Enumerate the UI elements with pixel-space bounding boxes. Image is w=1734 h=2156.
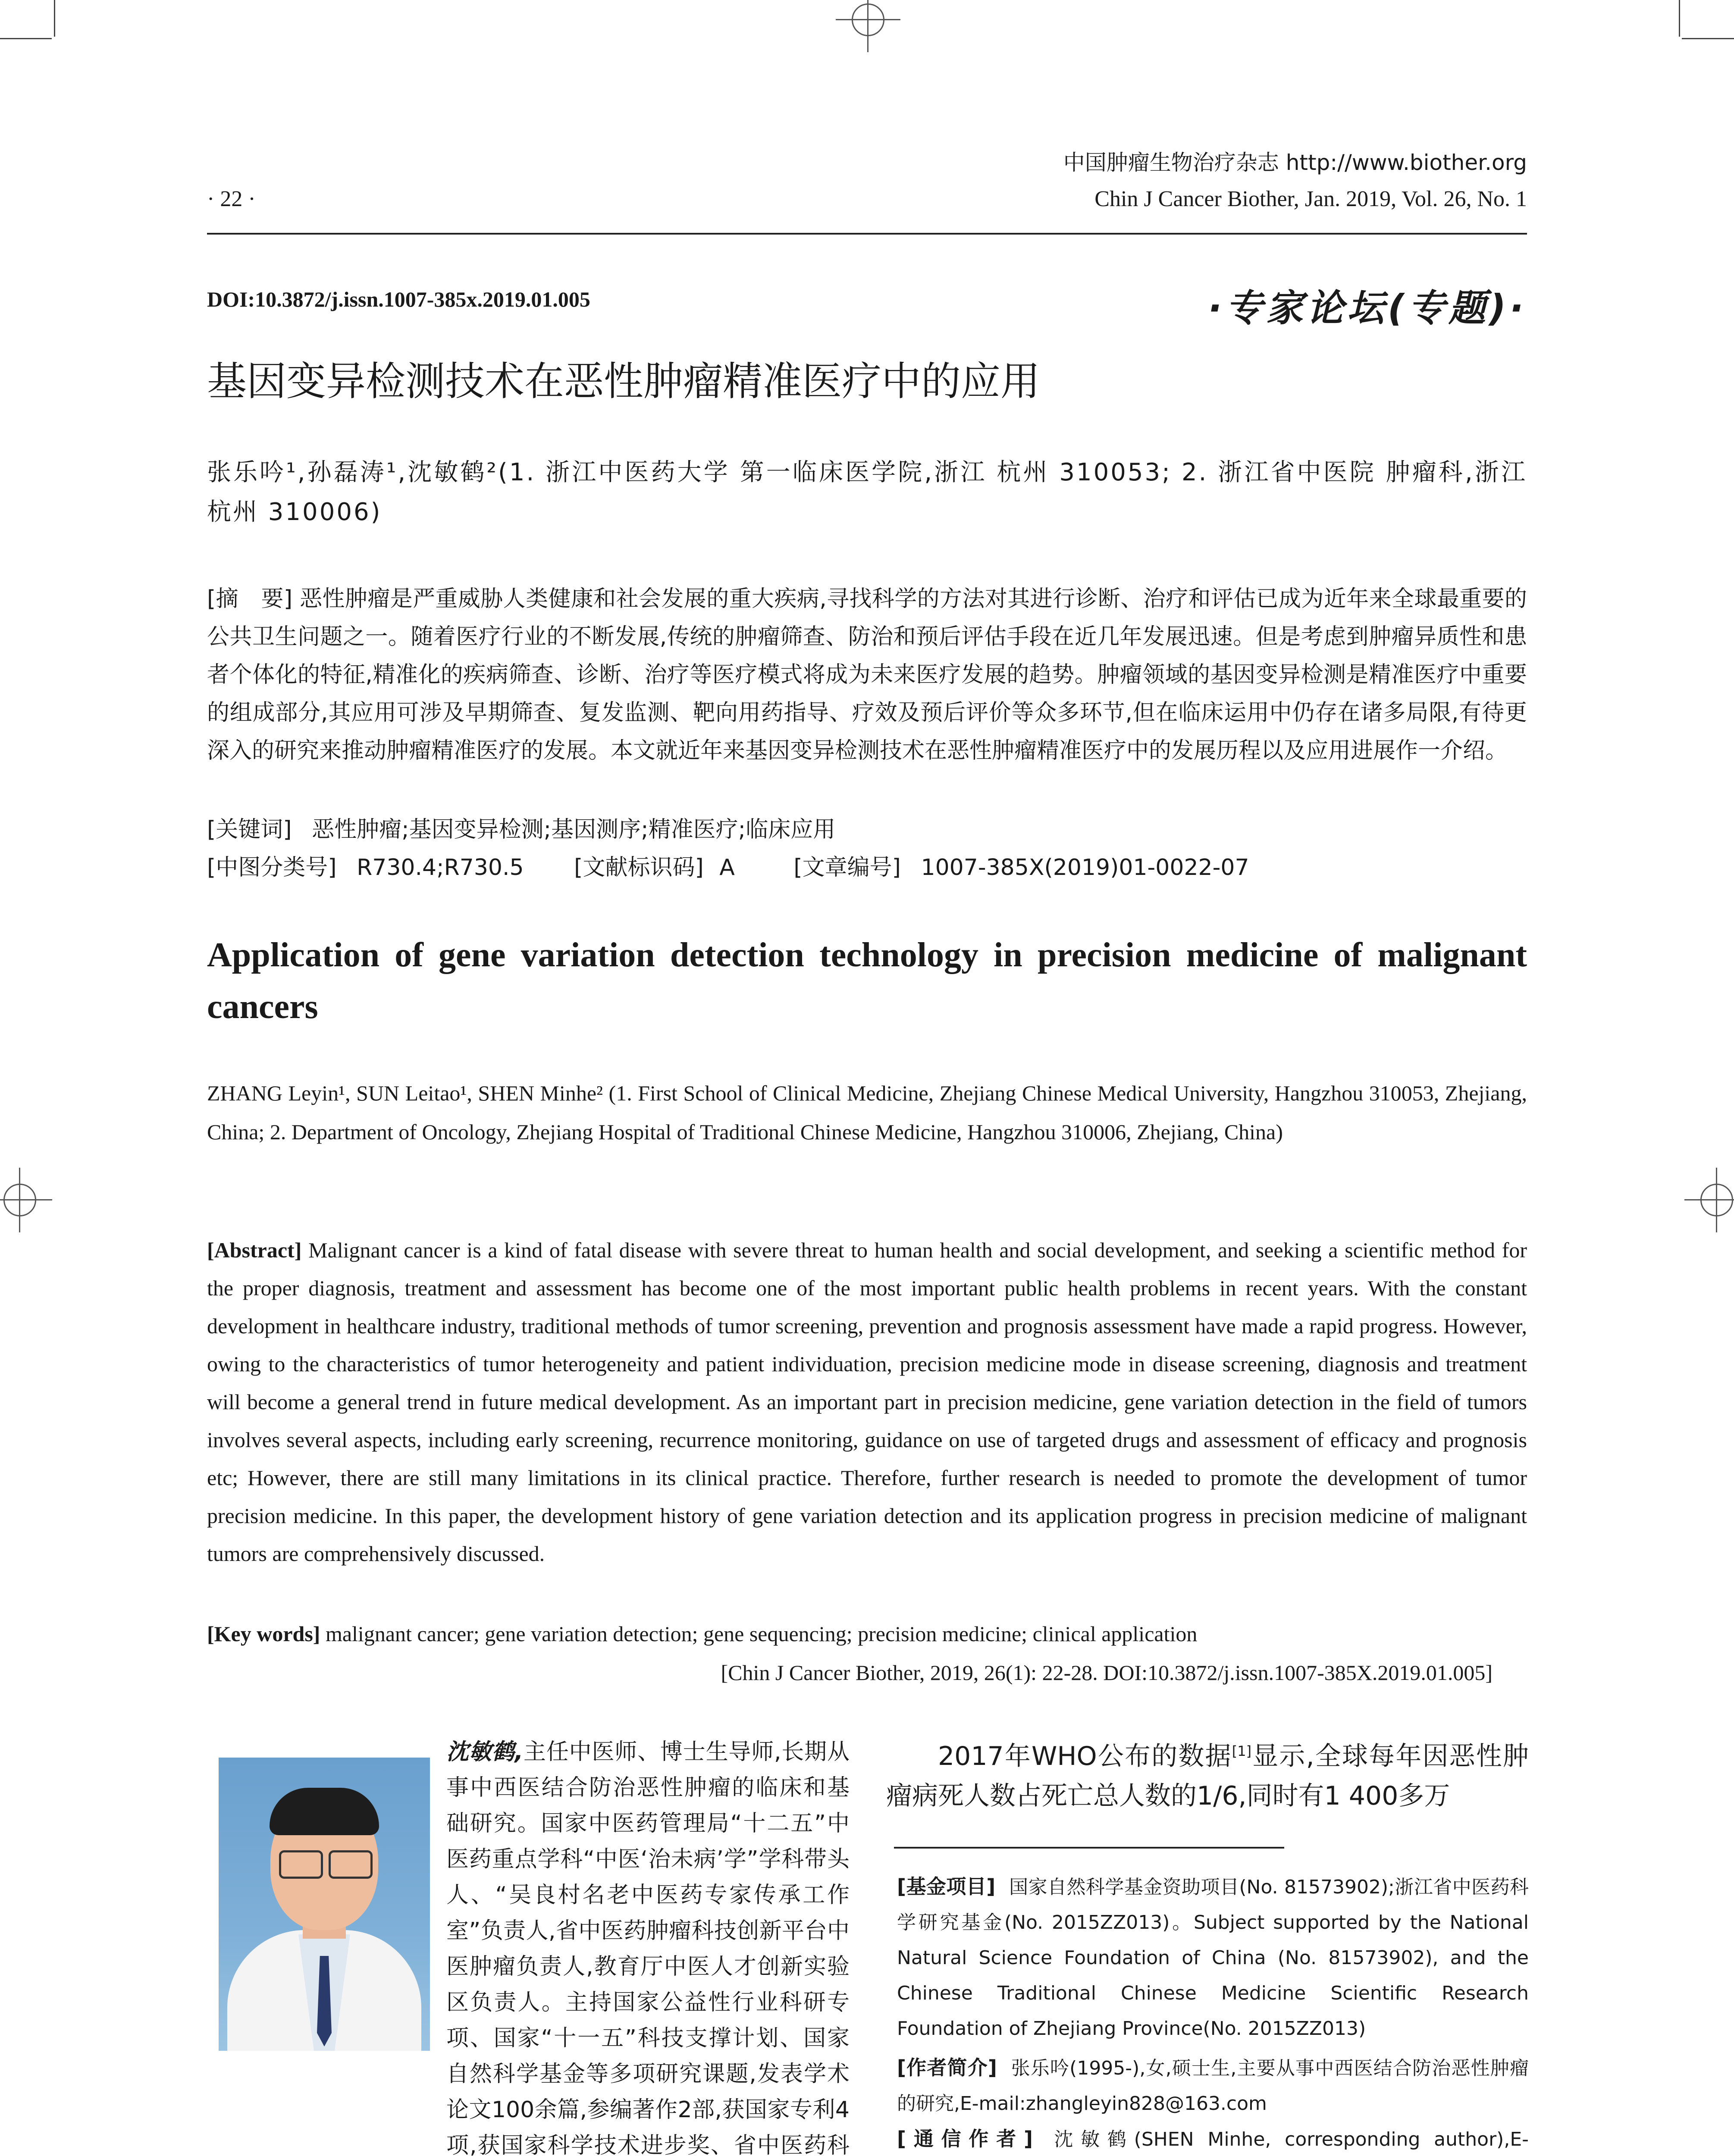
title-en: Application of gene variation detection technology in precision medicine of malignant cancers (207, 936, 1527, 1026)
bio-text: 主任中医师、博士生导师,长期从事中西医结合防治恶性肿瘤的临床和基础研究。国家中医药管理局“十二五”中医药重点学科“中医‘治未病’学”学科带头人、“吴良村名老中医药专家传承工作室”负责人,省中医药肿瘤科技创新平台中医肿瘤负责人,教育厅中医人才创新实验区负责人。主持国家公益性行业科研专项、国家“十一五”科技支撑计划、国家自然科学基金等多项研究课题,发表学术论文100余篇,参编著作2部,获国家专利4项,获国家科学技术进步奖、省中医药科 (446, 1739, 850, 2156)
journal-header-cn: 中国肿瘤生物治疗杂志 http://www.biother.org (1063, 150, 1527, 175)
classification-line (207, 849, 1527, 887)
abstract-cn-text: 恶性肿瘤是严重威胁人类健康和社会发展的重大疾病,寻找科学的方法对其进行诊断、治疗和评估已成为近年来全球最重要的公共卫生问题之一。随着医疗行业的不断发展,传统的肿瘤筛查、防治和预后评估手段在近几年发展迅速。但是考虑到肿瘤异质性和患者个体化的特征,精准化的疾病筛查、诊断、治疗等医疗模式将成为未来医疗发展的趋势。肿瘤领域的基因变异检测是精准医疗中重要的组成部分,其应用可涉及早期筛查、复发监测、靶向用药指导、疗效及预后评价等众多环节,但在临床运用中仍存在诸多局限,有待更深入的研究来推动肿瘤精准医疗的发展。本文就近年来基因变异检测技术在恶性肿瘤精准医疗中的发展历程以及应用进展作一介绍。 (207, 586, 1527, 764)
keywords-en-text: malignant cancer; gene variation detection; gene sequencing; precision medicine; clinical application (325, 1622, 1198, 1646)
journal-header-en: Chin J Cancer Biother, Jan. 2019, Vol. 26, No. 1 (1094, 187, 1527, 211)
doc-code-value: A (719, 855, 735, 881)
correspondence-footnote (897, 2122, 1529, 2156)
title-cn: 基因变异检测技术在恶性肿瘤精准医疗中的应用 (207, 358, 1041, 404)
abstract-cn-label: [摘 要] (207, 586, 293, 612)
author-info-text: 张乐吟(1995-),女,硕士生,主要从事中西医结合防治恶性肿瘤的研究,E-mail:zhangleyin828@163.com (897, 2057, 1529, 2115)
fund-footnote (897, 1869, 1529, 2046)
abstract-en-text: Malignant cancer is a kind of fatal disease with severe threat to human health and social development, and seeking a scientific method for the proper diagnosis, treatment and assessment has become one of the most important public health problems in recent years. With the constant development in healthcare industry, traditional methods of tumor screening, prevention and prognosis assessment have made a rapid progress. However, owing to the characteristics of tumor heterogeneity and patient individuation, precision medicine mode in disease screening, diagnosis and treatment will become a general trend in future medical development. As an important part in precision medicine, gene variation detection in the field of tumors involves several aspects, including early screening, recurrence monitoring, guidance on use of targeted drugs and assessment of efficacy and prognosis etc; However, there are still many limitations in its clinical practice. Therefore, further research is needed to promote the development of tumor precision medicine. In this paper, the development history of gene variation detection and its application progress in precision medicine of malignant tumors are comprehensively discussed. (207, 1238, 1527, 1566)
keywords-cn-text: 恶性肿瘤;基因变异检测;基因测序;精准医疗;临床应用 (312, 817, 836, 843)
keywords-en (207, 1615, 1527, 1653)
author-footnote (897, 2050, 1529, 2121)
page-number: · 22 · (207, 187, 256, 211)
keywords-cn (207, 811, 1527, 849)
authors-cn: 张乐吟¹,孙磊涛¹,沈敏鹤²(1. 浙江中医药大学 第一临床医学院,浙江 杭州 310053; 2. 浙江省中医院 肿瘤科,浙江 杭州 310006) (207, 458, 1527, 526)
crop-mark-top-left-h (0, 38, 52, 39)
author-photo (219, 1758, 430, 2051)
header-rule (207, 233, 1527, 235)
doi: DOI:10.3872/j.issn.1007-385x.2019.01.005 (207, 287, 590, 311)
footnote-rule (894, 1847, 1284, 1849)
intro-paragraph (886, 1731, 1529, 1816)
clc-value: R730.4;R730.5 (357, 855, 524, 881)
correspondence-text: 沈敏鹤(SHEN Minhe, corresponding author),E- (1054, 2128, 1529, 2150)
fund-text: 国家自然科学基金资助项目(No. 81573902);浙江省中医药科学研究基金(No. 2015ZZ013)。Subject supported by the National Natural Science Foundation of China (No. 81573902), and the Chinese Traditional Chinese Medicine Scientific Research Foundation of Zhejiang Province(No. 2015ZZ013) (897, 1876, 1529, 2040)
doc-code-label: [文献标识码] (574, 855, 704, 881)
correspondence-label: [通信作者] (897, 2127, 1033, 2150)
bio-name: 沈敏鹤, (446, 1739, 524, 1765)
intro-reference: [1] (1232, 1743, 1252, 1759)
article-number-label: [文章编号] (793, 855, 901, 881)
abstract-en (207, 1231, 1527, 1573)
keywords-cn-label: [关键词] (207, 817, 292, 843)
clc-label: [中图分类号] (207, 855, 337, 881)
registration-mark-left (3, 1184, 36, 1216)
citation: [Chin J Cancer Biother, 2019, 26(1): 22-28. DOI:10.3872/j.issn.1007-385X.2019.01.005] (721, 1661, 1493, 1685)
abstract-cn (207, 580, 1527, 770)
article-number-value: 1007-385X(2019)01-0022-07 (921, 855, 1249, 881)
intro-text-after: 显示,全球每年因恶性肿瘤病死人数占死亡总人数的1/6,同时有1 400多万 (886, 1741, 1529, 1811)
registration-mark-right (1700, 1184, 1733, 1216)
fund-label: [基金项目] (897, 1875, 996, 1898)
bio-top (446, 1734, 850, 2156)
intro-text-before: 2017年WHO公布的数据 (938, 1741, 1232, 1771)
authors-en: ZHANG Leyin¹, SUN Leitao¹, SHEN Minhe² (1. First School of Clinical Medicine, Zhejiang Chinese Medical University, Hangzhou 310053, Zhejiang, China; 2. Department of Oncology, Zhejiang Hospital of Traditional Chinese Medicine, Hangzhou 310006, Zhejiang, China) (207, 1081, 1527, 1144)
abstract-en-label: [Abstract] (207, 1238, 302, 1262)
keywords-en-label: [Key words] (207, 1622, 320, 1646)
column-tag: ·专家论坛(专题)· (1208, 287, 1527, 330)
registration-mark-top (852, 3, 884, 36)
crop-mark-top-right-v (1679, 0, 1680, 37)
crop-mark-top-left-v (54, 0, 55, 37)
crop-mark-top-right-h (1682, 38, 1734, 39)
author-info-label: [作者简介] (897, 2056, 997, 2079)
